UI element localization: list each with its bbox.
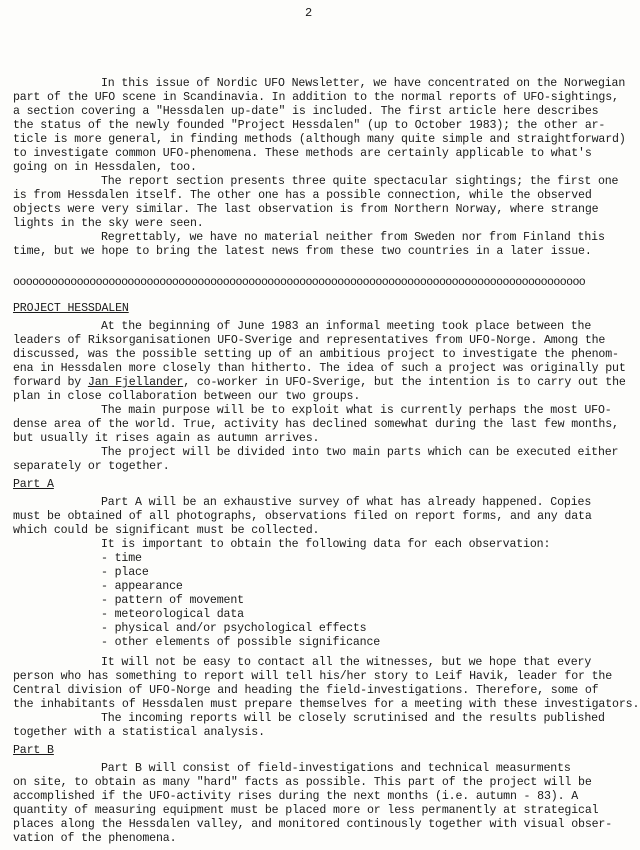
intro-line: to investigate common UFO-phenomena. These methods are certainly applicable to what's: [13, 147, 592, 160]
project-line: leaders of Riksorganisationen UFO-Sverige and representatives from UFO-Norge. Among the: [13, 334, 606, 347]
intro-line: Regrettably, we have no material neither from Sweden nor from Finland this: [101, 231, 605, 244]
forward-by-text: forward by: [13, 376, 88, 389]
part-a-line: Part A will be an exhaustive survey of what has already happened. Copies: [101, 496, 592, 509]
separator-line: oooooooooooooooooooooooooooooooooooooooooooooooooooooooooooooooooooooooooooooooooooooooooo: [13, 276, 586, 289]
list-item: - pattern of movement: [101, 594, 244, 607]
part-a-line: person who has something to report will tell his/her story to Leif Havik, leader for the: [13, 670, 613, 683]
section-heading-project-hessdalen: PROJECT HESSDALEN: [13, 302, 129, 315]
intro-line: going on in Hessdalen, too.: [13, 161, 197, 174]
comma-text: ,: [183, 376, 197, 389]
intro-line: The report section presents three quite spectacular sightings; the first one: [101, 175, 619, 188]
part-a-line: It is important to obtain the following data for each observation:: [101, 538, 551, 551]
intro-line: is from Hessdalen itself. The other one has a possible connection, while the observed: [13, 189, 592, 202]
project-line: The main purpose will be to exploit what is currently perhaps the most UFO-: [101, 404, 612, 417]
project-line: separately or together.: [13, 460, 170, 473]
part-a-line: Central division of UFO-Norge and heading the field-investigations. Therefore, some of: [13, 684, 599, 697]
list-item: - place: [101, 566, 149, 579]
intro-line: In this issue of Nordic UFO Newsletter, we have concentrated on the Norwegian: [101, 77, 626, 90]
list-item: - appearance: [101, 580, 183, 593]
intro-line: the status of the newly founded "Project Hessdalen" (up to October 1983); the other ar-: [13, 119, 606, 132]
project-line: At the beginning of June 1983 an informal meeting took place between the: [101, 320, 592, 333]
intro-line: part of the UFO scene in Scandinavia. In addition to the normal reports of UFO-sightings,: [13, 91, 619, 104]
section-heading-part-b: Part B: [13, 744, 54, 757]
part-a-line: which could be significant must be collected.: [13, 524, 320, 537]
section-heading-part-a: Part A: [13, 478, 54, 491]
page-number: 2: [305, 6, 313, 20]
part-a-line: It will not be easy to contact all the witnesses, but we hope that every: [101, 656, 592, 669]
part-a-line: the inhabitants of Hessdalen must prepare themselves for a meeting with these investigators.: [13, 698, 640, 711]
intro-line: ticle is more general, in finding methods (although many quite simple and straightforward): [13, 133, 626, 146]
list-item: - time: [101, 552, 142, 565]
intro-line: objects were very similar. The last observation is from Northern Norway, where strange: [13, 203, 599, 216]
intro-line: time, but we hope to bring the latest news from these two countries in a later issue.: [13, 245, 592, 258]
part-b-line: on site, to obtain as many "hard" facts as possible. This part of the project will be: [13, 776, 592, 789]
part-a-line: must be obtained of all photographs, observations filed on report forms, and any data: [13, 510, 592, 523]
part-a-line: The incoming reports will be closely scrutinised and the results published: [101, 712, 605, 725]
project-line: The project will be divided into two main parts which can be executed either: [101, 446, 619, 459]
forward-rest-text: co-worker in UFO-Sverige, but the intention is to carry out the: [196, 376, 626, 389]
part-b-line: vation of the phenomena.: [13, 832, 177, 845]
list-item: - meteorological data: [101, 608, 244, 621]
intro-line: a section covering a "Hessdalen up-date" is included. The first article here describes: [13, 105, 599, 118]
part-b-line: accomplished if the UFO-activity rises during the next months (i.e. autumn - 83). A: [13, 790, 579, 803]
intro-line: lights in the sky were seen.: [13, 217, 204, 230]
project-line: ena in Hessdalen more closely than hitherto. The idea of such a project was originally put: [13, 362, 626, 375]
project-line: but usually it rises again as autumn arrives.: [13, 432, 320, 445]
part-b-line: Part B will consist of field-investigations and technical measurments: [101, 762, 571, 775]
part-a-line: together with a statistical analysis.: [13, 726, 265, 739]
part-b-line: places along the Hessdalen valley, and monitored continously together with visual obser-: [13, 818, 613, 831]
part-b-line: quantity of measuring equipment must be placed more or less permanently at strategical: [13, 804, 599, 817]
list-item: - physical and/or psychological effects: [101, 622, 367, 635]
project-line-forward: [13, 376, 626, 390]
project-line: dense area of the world. True, activity has declined somewhat during the last few months,: [13, 418, 619, 431]
project-line: discussed, was the possible setting up of an ambitious project to investigate the phenom-: [13, 348, 619, 361]
author-name: Jan Fjellander: [87, 376, 184, 389]
project-line: plan in close collaboration between our two groups.: [13, 390, 361, 403]
list-item: - other elements of possible significance: [101, 636, 381, 649]
